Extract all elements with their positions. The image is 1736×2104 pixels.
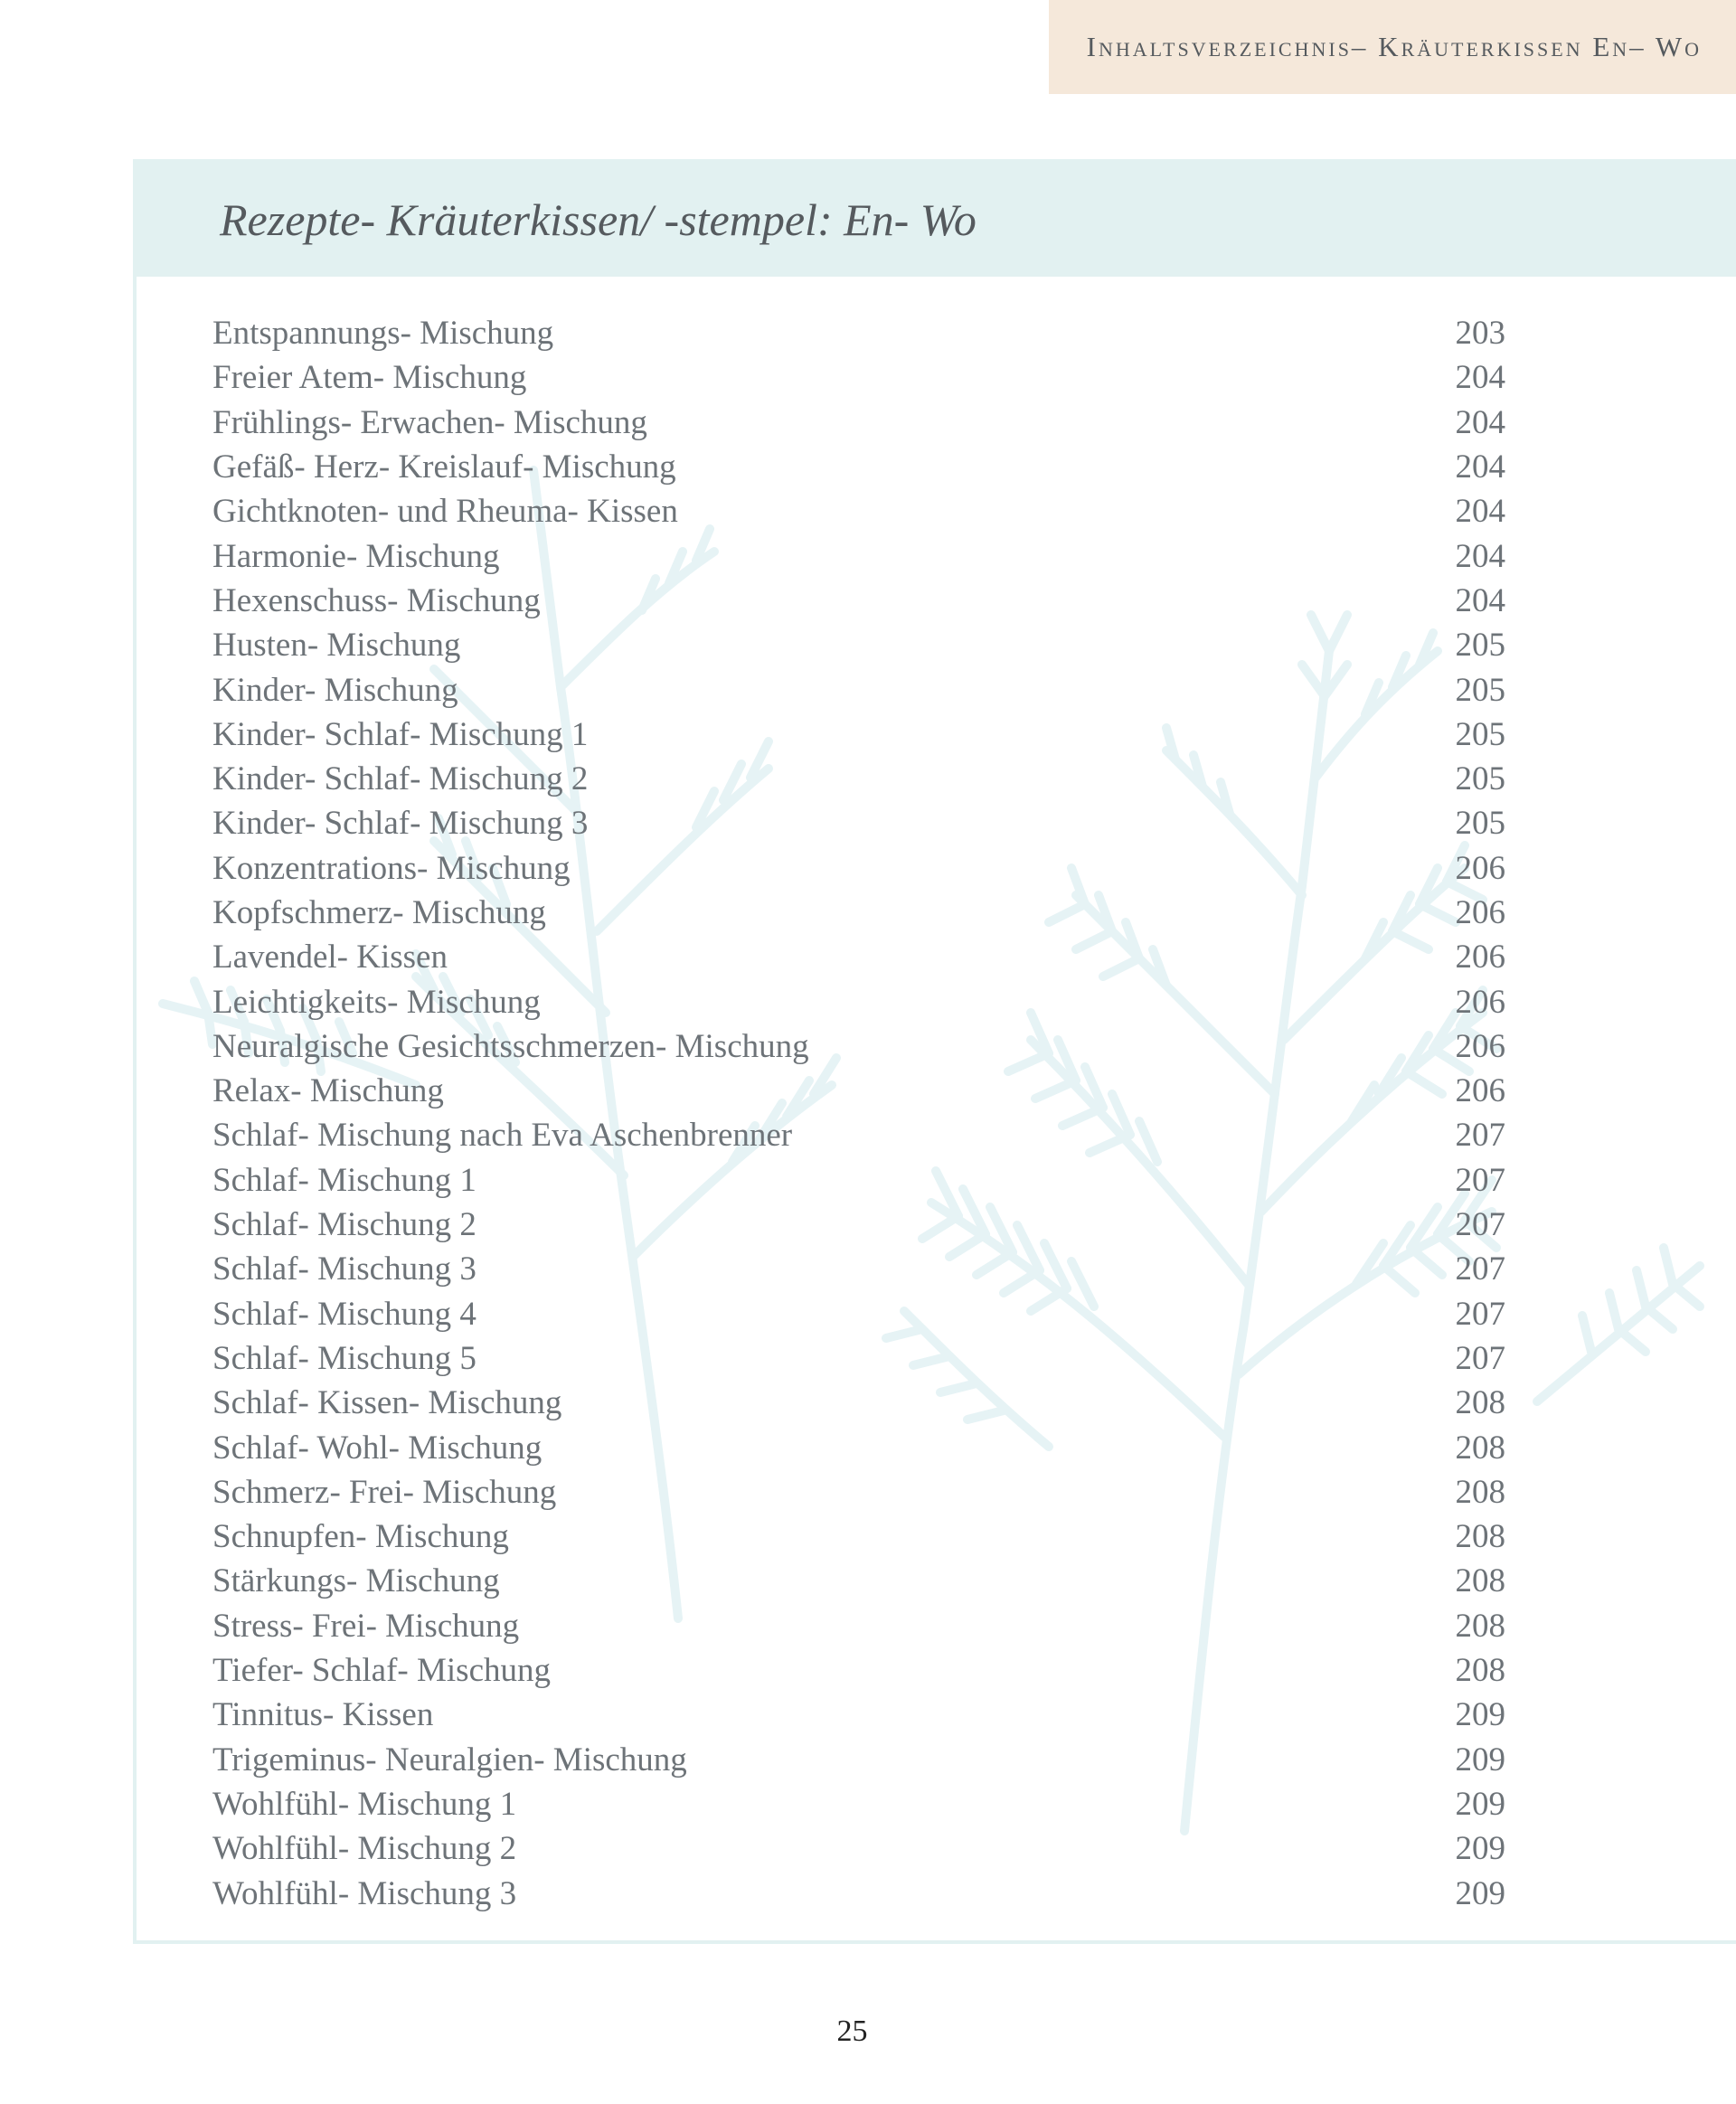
- toc-entry-title: Hexenschuss- Mischung: [212, 581, 541, 619]
- toc-entry-page: 208: [1455, 1562, 1505, 1600]
- toc-entry-page: 207: [1455, 1295, 1505, 1333]
- toc-title-bar: [137, 163, 1736, 277]
- toc-entry: [212, 1514, 1505, 1559]
- section-title: Rezepte- Kräuterkissen/ -stempel: En- Wo: [220, 194, 976, 245]
- toc-entry: [212, 401, 1505, 445]
- toc-entry: [212, 801, 1505, 845]
- toc-entry-page: 207: [1455, 1339, 1505, 1377]
- toc-entry-title: Schlaf- Mischung 3: [212, 1250, 476, 1288]
- toc-entry-title: Kopfschmerz- Mischung: [212, 894, 546, 931]
- toc-entry: [212, 445, 1505, 489]
- toc-entry-page: 208: [1455, 1652, 1505, 1690]
- toc-entry-page: 206: [1455, 849, 1505, 887]
- toc-entry-title: Schmerz- Frei- Mischung: [212, 1473, 557, 1511]
- toc-entry: [212, 1024, 1505, 1069]
- toc-entry-title: Tiefer- Schlaf- Mischung: [212, 1652, 551, 1690]
- toc-entry: [212, 1782, 1505, 1826]
- toc-entry-title: Lavendel- Kissen: [212, 939, 448, 977]
- toc-entry-title: Schlaf- Wohl- Mischung: [212, 1429, 542, 1467]
- toc-entry-title: Kinder- Schlaf- Mischung 3: [212, 805, 589, 843]
- toc-entry: [212, 757, 1505, 801]
- toc-entry-page: 208: [1455, 1607, 1505, 1645]
- toc-entry-title: Leichtigkeits- Mischung: [212, 983, 541, 1021]
- toc-entry-page: 204: [1455, 403, 1505, 441]
- toc-entry: [212, 1559, 1505, 1603]
- toc-entry: [212, 579, 1505, 623]
- toc-entry-page: 209: [1455, 1785, 1505, 1823]
- toc-entry-title: Stress- Frei- Mischung: [212, 1607, 520, 1645]
- toc-entry-title: Husten- Mischung: [212, 627, 461, 665]
- toc-entry: [212, 1470, 1505, 1514]
- toc-entry-page: 205: [1455, 627, 1505, 665]
- toc-entry: [212, 1425, 1505, 1469]
- toc-entry-title: Relax- Mischung: [212, 1072, 444, 1110]
- toc-entry-title: Tinnitus- Kissen: [212, 1696, 434, 1734]
- toc-entry-page: 209: [1455, 1830, 1505, 1868]
- toc-entry: [212, 1113, 1505, 1157]
- toc-entry-title: Freier Atem- Mischung: [212, 359, 527, 397]
- toc-list: [212, 311, 1505, 1916]
- toc-entry-page: 208: [1455, 1473, 1505, 1511]
- toc-entry-title: Schnupfen- Mischung: [212, 1518, 509, 1556]
- toc-entry-page: 208: [1455, 1384, 1505, 1422]
- toc-entry: [212, 311, 1505, 355]
- toc-entry: [212, 1604, 1505, 1648]
- toc-entry-title: Gefäß- Herz- Kreislauf- Mischung: [212, 448, 676, 486]
- running-header-title: Inhaltsverzeichnis– Kräuterkissen En– Wo: [1086, 31, 1702, 62]
- toc-entry: [212, 1336, 1505, 1381]
- toc-entry-page: 206: [1455, 894, 1505, 931]
- toc-entry-title: Konzentrations- Mischung: [212, 849, 571, 887]
- toc-entry-page: 209: [1455, 1741, 1505, 1778]
- toc-entry-page: 205: [1455, 715, 1505, 753]
- toc-entry-page: 204: [1455, 359, 1505, 397]
- toc-entry-title: Stärkungs- Mischung: [212, 1562, 500, 1600]
- toc-entry: [212, 1292, 1505, 1336]
- toc-entry-page: 208: [1455, 1429, 1505, 1467]
- toc-entry-page: 209: [1455, 1874, 1505, 1912]
- toc-entry-title: Schlaf- Mischung 2: [212, 1206, 476, 1244]
- toc-entry-page: 205: [1455, 805, 1505, 843]
- toc-entry-title: Schlaf- Mischung nach Eva Aschenbrenner: [212, 1117, 793, 1155]
- toc-entry: [212, 1693, 1505, 1737]
- toc-entry-page: 209: [1455, 1696, 1505, 1734]
- toc-entry-page: 203: [1455, 315, 1505, 353]
- toc-entry-title: Wohlfühl- Mischung 3: [212, 1874, 517, 1912]
- toc-entry-page: 207: [1455, 1117, 1505, 1155]
- toc-entry: [212, 1381, 1505, 1425]
- toc-entry-page: 206: [1455, 1072, 1505, 1110]
- toc-entry-page: 204: [1455, 537, 1505, 575]
- toc-entry-page: 204: [1455, 448, 1505, 486]
- toc-entry-title: Wohlfühl- Mischung 1: [212, 1785, 517, 1823]
- toc-entry-page: 204: [1455, 581, 1505, 619]
- toc-entry-page: 204: [1455, 493, 1505, 531]
- toc-entry: [212, 1738, 1505, 1782]
- toc-entry: [212, 1158, 1505, 1203]
- running-header: [1049, 0, 1736, 94]
- toc-entry-title: Frühlings- Erwachen- Mischung: [212, 403, 647, 441]
- toc-entry: [212, 1247, 1505, 1291]
- toc-entry: [212, 891, 1505, 935]
- toc-entry: [212, 1871, 1505, 1915]
- toc-entry-title: Schlaf- Mischung 4: [212, 1295, 476, 1333]
- toc-entry-title: Wohlfühl- Mischung 2: [212, 1830, 517, 1868]
- toc-entry-title: Kinder- Schlaf- Mischung 2: [212, 760, 589, 798]
- toc-entry-page: 206: [1455, 939, 1505, 977]
- toc-entry: [212, 533, 1505, 578]
- toc-entry: [212, 1648, 1505, 1693]
- toc-entry-page: 205: [1455, 671, 1505, 709]
- toc-entry-title: Kinder- Schlaf- Mischung 1: [212, 715, 589, 753]
- toc-entry-title: Gichtknoten- und Rheuma- Kissen: [212, 493, 678, 531]
- toc-entry-title: Schlaf- Mischung 1: [212, 1161, 476, 1199]
- toc-entry: [212, 667, 1505, 712]
- toc-entry-title: Entspannungs- Mischung: [212, 315, 554, 353]
- toc-entry-title: Trigeminus- Neuralgien- Mischung: [212, 1741, 687, 1778]
- toc-entry-page: 208: [1455, 1518, 1505, 1556]
- toc-entry-page: 207: [1455, 1206, 1505, 1244]
- toc-entry: [212, 846, 1505, 891]
- toc-entry-title: Harmonie- Mischung: [212, 537, 500, 575]
- toc-entry-title: Schlaf- Mischung 5: [212, 1339, 476, 1377]
- toc-entry: [212, 979, 1505, 1024]
- toc-entry-page: 207: [1455, 1161, 1505, 1199]
- toc-entry: [212, 1203, 1505, 1247]
- toc-entry: [212, 623, 1505, 667]
- toc-entry-title: Kinder- Mischung: [212, 671, 458, 709]
- toc-entry: [212, 355, 1505, 400]
- toc-entry-page: 207: [1455, 1250, 1505, 1288]
- toc-entry-page: 206: [1455, 983, 1505, 1021]
- toc-entry: [212, 935, 1505, 979]
- toc-entry: [212, 1826, 1505, 1871]
- toc-entry: [212, 712, 1505, 757]
- toc-entry-title: Neuralgische Gesichtsschmerzen- Mischung: [212, 1027, 809, 1065]
- toc-entry-page: 205: [1455, 760, 1505, 798]
- toc-entry-title: Schlaf- Kissen- Mischung: [212, 1384, 562, 1422]
- toc-entry: [212, 1069, 1505, 1113]
- page-number: 25: [836, 2014, 868, 2048]
- toc-entry: [212, 489, 1505, 533]
- toc-entry-page: 206: [1455, 1027, 1505, 1065]
